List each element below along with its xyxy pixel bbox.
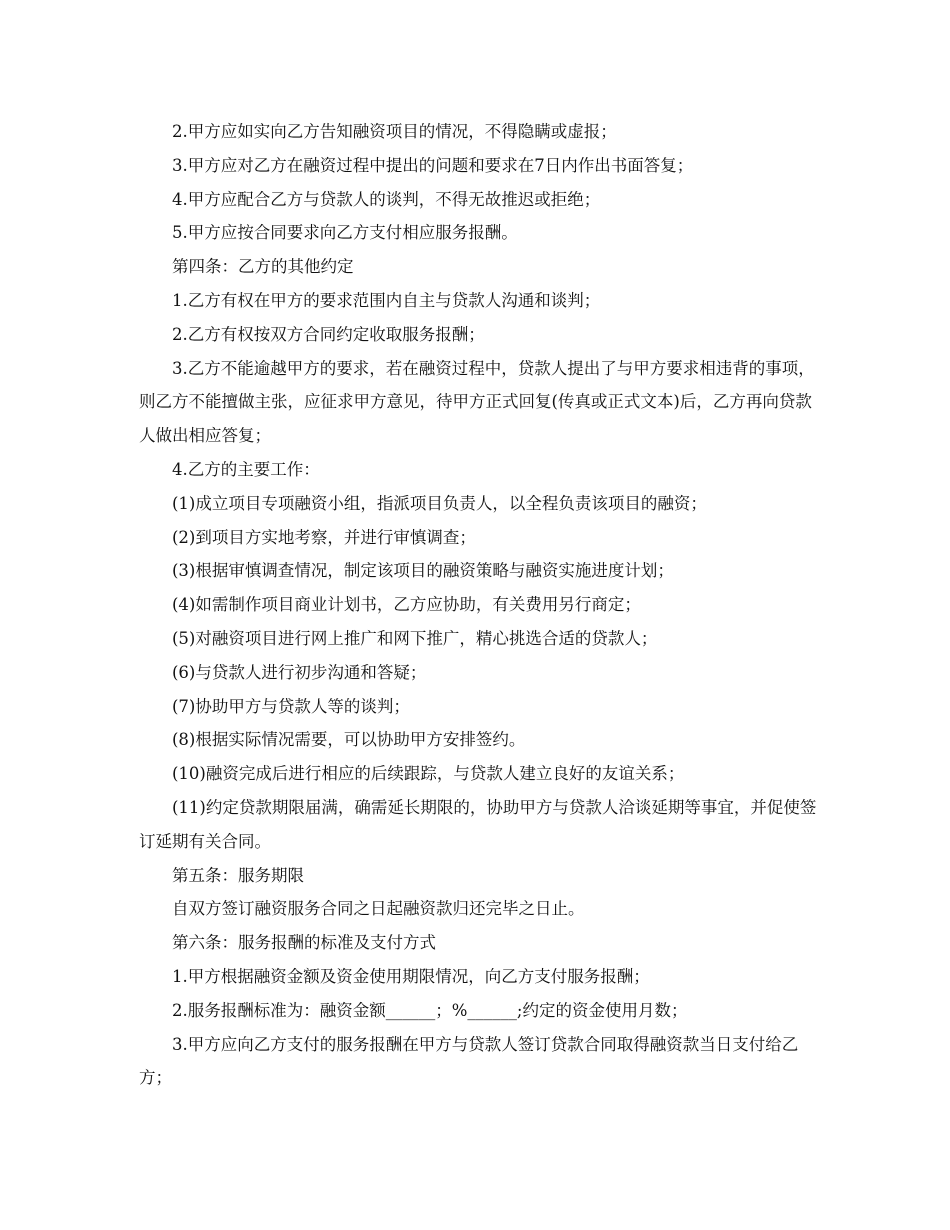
clause-paragraph: 4.乙方的主要工作： [172, 459, 320, 479]
clause-paragraph: 4.甲方应配合乙方与贷款人的谈判，不得无故推迟或拒绝； [172, 189, 601, 209]
article-heading: 第五条：服务期限 [172, 865, 304, 885]
clause-paragraph: 5.甲方应按合同要求向乙方支付相应服务报酬。 [172, 223, 518, 243]
work-item: (8)根据实际情况需要，可以协助甲方安排签约。 [172, 730, 526, 750]
work-item: (5)对融资项目进行网上推广和网下推广，精心挑选合适的贷款人； [172, 628, 658, 648]
clause-paragraph: 自双方签订融资服务合同之日起融资款归还完毕之日止。 [172, 899, 585, 919]
article-heading: 第六条：服务报酬的标准及支付方式 [172, 933, 436, 953]
clause-paragraph: 2.甲方应如实向乙方告知融资项目的情况，不得隐瞒或虚报； [172, 122, 617, 141]
clause-paragraph: 2.服务报酬标准为：融资金额______；%______;约定的资金使用月数； [172, 1000, 688, 1020]
clause-paragraph: 3.乙方不能逾越甲方的要求，若在融资过程中，贷款人提出了与甲方要求相违背的事项，则乙方不能擅做主张，应征求甲方意见，待甲方正式回复(传真或正式文本)后，乙方再向贷款人做出相应答复； [139, 358, 815, 446]
document-body [139, 115, 819, 1095]
clause-paragraph: 3.甲方应对乙方在融资过程中提出的问题和要求在7日内作出书面答复； [172, 155, 694, 175]
work-item: (10)融资完成后进行相应的后续跟踪，与贷款人建立良好的友谊关系； [172, 764, 685, 784]
article-heading: 第四条：乙方的其他约定 [172, 257, 354, 277]
work-item: (11)约定贷款期限届满，确需延长期限的，协助甲方与贷款人洽谈延期等事宜，并促使签订延期有关合同。 [139, 797, 817, 851]
clause-paragraph: 1.甲方根据融资金额及资金使用期限情况，向乙方支付服务报酬； [172, 966, 650, 986]
clause-paragraph: 1.乙方有权在甲方的要求范围内自主与贷款人沟通和谈判； [172, 290, 601, 310]
work-item: (6)与贷款人进行初步沟通和答疑； [172, 662, 427, 682]
work-item: (3)根据审慎调查情况，制定该项目的融资策略与融资实施进度计划； [172, 561, 674, 581]
clause-paragraph: 2.乙方有权按双方合同约定收取服务报酬； [172, 324, 485, 344]
work-item: (7)协助甲方与贷款人等的谈判； [172, 696, 410, 716]
work-item: (4)如需制作项目商业计划书，乙方应协助，有关费用另行商定； [172, 595, 641, 615]
clause-paragraph: 3.甲方应向乙方支付的服务报酬在甲方与贷款人签订贷款合同取得融资款当日支付给乙方； [139, 1034, 799, 1088]
work-item: (2)到项目方实地考察，并进行审慎调查； [172, 527, 476, 547]
work-item: (1)成立项目专项融资小组，指派项目负责人，以全程负责该项目的融资； [172, 493, 707, 513]
